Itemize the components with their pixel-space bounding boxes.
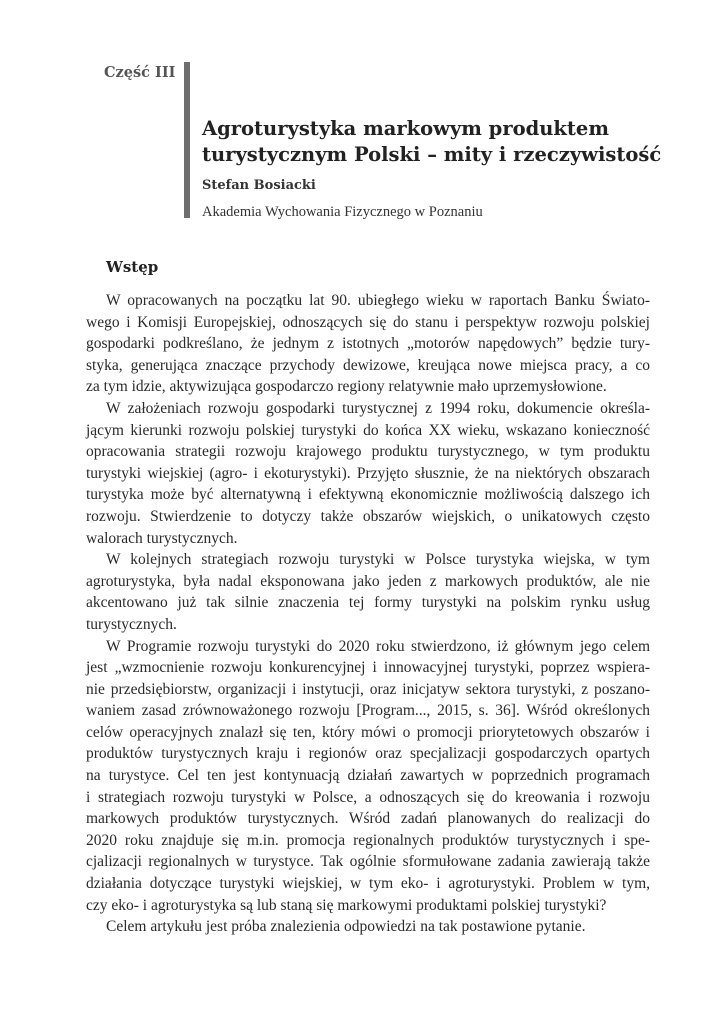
paragraph-line: jest „wzmocnienie rozwoju konkurencyjnej i innowacyjnej turystyki, poprzez wspiera- [86,659,650,677]
paragraph-line: turystyka może być alternatywną i efektywną ekonomicznie możliwością dalszego ich [86,486,650,504]
title-line: turystycznym Polski – mity i rzeczywistość [202,143,662,166]
paragraph-line: celów operacyjnych znalazł się ten, który mówi o promocji priorytetowych obszarów i [86,723,650,741]
paragraph-line: i strategiach rozwoju turystyki w Polsce, a odnoszących się do kreowania i rozwoju [86,788,650,806]
paragraph-line: W kolejnych strategiach rozwoju turystyki w Polsce turystyka wiejska, w tym [106,551,650,569]
paragraph-line: jącym kierunki rozwoju polskiej turystyki do końca XX wieku, wskazano konieczność [86,421,650,439]
paragraph-line: 2020 roku znajduje się m.in. promocja regionalnych produktów turystycznych i spe- [86,831,650,849]
paragraph-line: turystyki wiejskiej (agro- i ekoturystyki). Przyjęto słusznie, że na niektórych obszarach [86,464,650,482]
paragraph-line: działania dotyczące turystyki wiejskiej, w tym eko- i agroturystyki. Problem w tym, [86,875,650,893]
paragraph-line: produktów turystycznych kraju i regionów oraz specjalizacji gospodarczych opartych [86,745,650,763]
paragraph-line: gospodarki podkreślano, że jednym z istotnych „motorów napędowych” będzie tury- [86,335,650,353]
paragraph-line: waniem zasad zrównoważonego rozwoju [Program..., 2015, s. 36]. Wśród określonych [86,702,650,720]
paragraph-line: walorach turystycznych. [86,529,238,547]
article-title [202,116,702,168]
paragraph-line: styka, generująca znaczące przychody dewizowe, kreująca nowe miejsca pracy, a co [86,356,650,374]
paragraph-line: agroturystyka, była nadal eksponowana jako jeden z markowych produktów, ale nie [86,572,650,590]
title-line: Agroturystyka markowym produktem [202,117,609,140]
author-affiliation: Akademia Wychowania Fizycznego w Poznaniu [202,204,483,220]
paragraph-line: W Programie rozwoju turystyki do 2020 roku stwierdzono, iż głównym jego celem [106,637,650,655]
paragraph-line: za tym idzie, aktywizująca gospodarczo regiony relatywnie mało uprzemysłowione. [86,378,607,396]
paragraph-line: opracowania strategii rozwoju krajowego produktu turystycznego, w tym produktu [86,443,650,461]
paragraph-line: cjalizacji regionalnych w turystyce. Tak ogólnie sformułowane zadania zawierają także [86,853,650,871]
section-bar [184,62,190,218]
paragraph-line: czy eko- i agroturystyka są lub staną się markowymi produktami polskiej turystyki? [86,896,607,914]
paragraph-line: W założeniach rozwoju gospodarki turystycznej z 1994 roku, dokumencie określa- [106,399,650,417]
paragraph-line: Celem artykułu jest próba znalezienia odpowiedzi na tak postawione pytanie. [106,918,586,936]
paragraph-line: markowych produktów turystycznych. Wśród zadań planowanych do realizacji do [86,810,650,828]
paragraph-line: na turystyce. Cel ten jest kontynuacją działań zawartych w poprzednich programach [86,767,650,785]
paragraph-line: turystycznych. [86,615,177,633]
paragraph-line: W opracowanych na początku lat 90. ubiegłego wieku w raportach Banku Świato- [106,292,650,309]
section-heading: Wstęp [106,258,159,276]
paragraph-line: akcentowano już tak silnie znaczenia tej formy turystyki na polskim rynku usług [86,594,650,612]
paragraph-line: nie przedsiębiorstw, organizacji i instytucji, oraz inicjatyw sektora turystyki, z poszano- [86,680,650,698]
paragraph-line: wego i Komisji Europejskiej, odnoszących się do stanu i perspektyw rozwoju polskiej [86,313,650,331]
author-name: Stefan Bosiacki [202,178,316,193]
section-label: Część III [104,64,176,81]
body-text [86,290,650,938]
paragraph-line: rozwoju. Stwierdzenie to dotyczy także obszarów wiejskich, o unikatowych często [86,507,650,525]
